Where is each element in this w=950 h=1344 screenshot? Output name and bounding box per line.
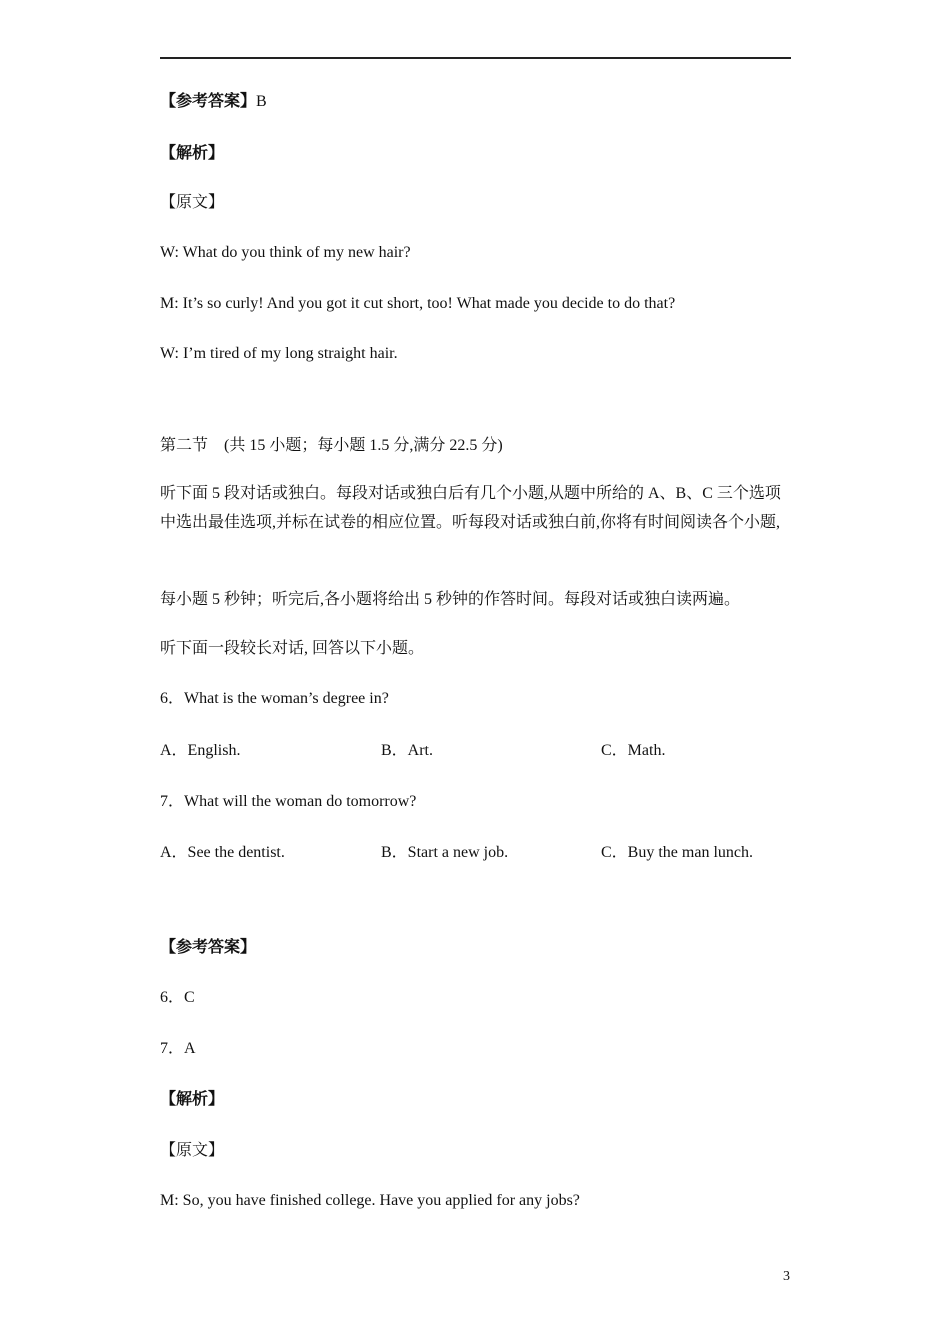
dialogue-line: W: I’m tired of my long straight hair. xyxy=(160,345,398,362)
answer-line-1 xyxy=(160,92,267,112)
page-number: 3 xyxy=(783,1269,790,1284)
analysis-label: 【解析】 xyxy=(160,1091,225,1108)
original-label: 【原文】 xyxy=(160,194,225,211)
answer-label: 【参考答案】 xyxy=(160,939,257,956)
dialogue-line: M: It’s so curly! And you got it cut short, too! What made you decide to do that? xyxy=(160,295,676,312)
section-prompt: 听下面一段较长对话, 回答以下小题。 xyxy=(160,640,425,657)
header-rule xyxy=(160,57,791,59)
answer-label: 【参考答案】 xyxy=(160,93,257,110)
question-option: A．See the dentist. xyxy=(160,844,285,861)
question-stem: 6．What is the woman’s degree in? xyxy=(160,690,389,707)
section-instructions-2: 每小题 5 秒钟；听完后,各小题将给出 5 秒钟的作答时间。每段对话或独白读两遍。 xyxy=(160,591,741,608)
question-option: C．Buy the man lunch. xyxy=(601,844,753,861)
section-instructions: 听下面 5 段对话或独白。每段对话或独白后有几个小题,从题中所给的 A、B、C 三个选项中选出最佳选项,并标在试卷的相应位置。听每段对话或独白前,你将有时间阅读各个小题, xyxy=(160,485,781,531)
answer-value: B xyxy=(256,93,267,110)
question-option: A．English. xyxy=(160,742,241,759)
question-option: B．Art. xyxy=(381,742,434,759)
dialogue-line: M: So, you have finished college. Have you applied for any jobs? xyxy=(160,1192,580,1209)
question-option: C．Math. xyxy=(601,742,666,759)
answer-item: 6．C xyxy=(160,989,195,1006)
question-stem: 7．What will the woman do tomorrow? xyxy=(160,793,417,810)
answer-item: 7．A xyxy=(160,1040,196,1057)
section-title: 第二节 (共 15 小题；每小题 1.5 分,满分 22.5 分) xyxy=(160,437,503,454)
analysis-label: 【解析】 xyxy=(160,145,225,162)
dialogue-line: W: What do you think of my new hair? xyxy=(160,244,411,261)
original-label: 【原文】 xyxy=(160,1142,225,1159)
question-option: B．Start a new job. xyxy=(381,844,509,861)
